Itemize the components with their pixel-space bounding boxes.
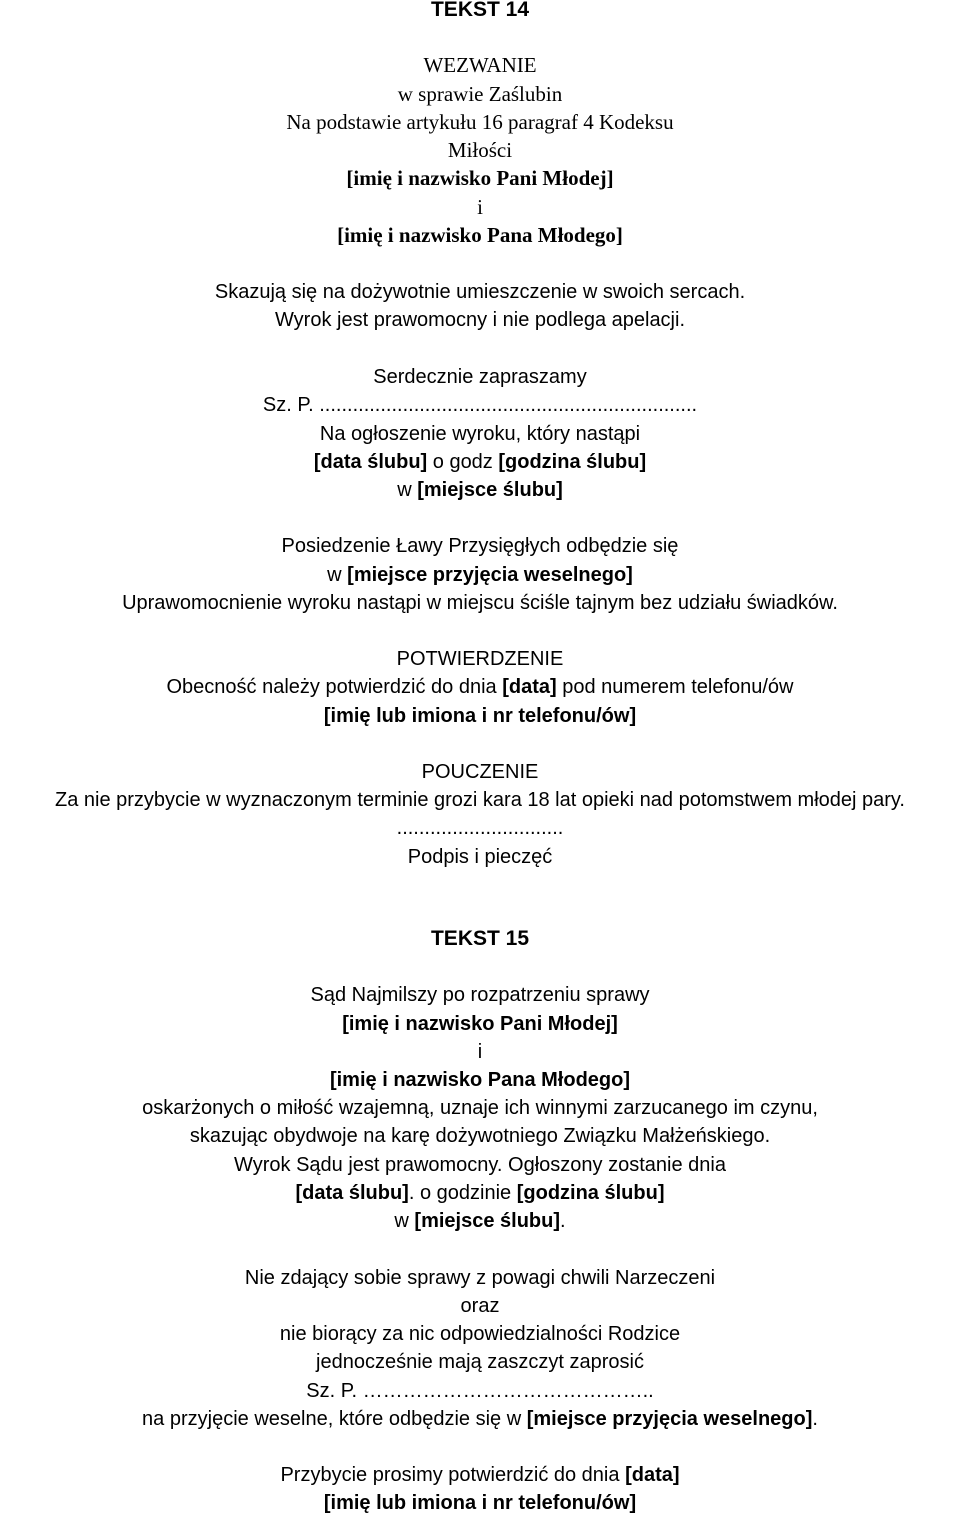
place-prefix: w — [397, 479, 418, 501]
court-intro-line: Sąd Najmilszy po rozpatrzeniu sprawy — [310, 984, 650, 1006]
groom-name-placeholder-2: [imię i nazwisko Pana Młodego] — [329, 1069, 631, 1091]
wedding-time-placeholder-2: [godzina ślubu] — [516, 1182, 665, 1204]
confirmation-date-placeholder: [data] — [502, 676, 557, 698]
confirmation-line — [0, 673, 960, 701]
reception-place-line — [0, 561, 960, 589]
legal-basis-line: Na podstawie artykułu 16 paragraf 4 Kodeksu — [286, 110, 674, 134]
announcement-line-2: Wyrok Sądu jest prawomocny. Ogłoszony zostanie dnia — [234, 1154, 726, 1176]
rsvp-date-placeholder: [data] — [625, 1464, 680, 1486]
groom-name-placeholder: [imię i nazwisko Pana Młodego] — [337, 223, 623, 247]
bride-name-placeholder: [imię i nazwisko Pani Młodej] — [346, 166, 614, 190]
contact-placeholder: [imię lub imiona i nr telefonu/ów] — [323, 705, 637, 727]
sentence-line: skazując obydwoje na karę dożywotniego Związku Małżeńskiego. — [189, 1125, 771, 1147]
place-prefix-2: w — [394, 1210, 415, 1232]
reception-place-placeholder: [miejsce przyjęcia weselnego] — [347, 564, 633, 586]
place-line-2 — [0, 1207, 960, 1235]
invitation-line-2: jednocześnie mają zaszczyt zaprosić — [316, 1351, 644, 1373]
wedding-time-placeholder: [godzina ślubu] — [498, 451, 647, 473]
couple-line: Nie zdający sobie sprawy z powagi chwili Narzeczeni — [244, 1267, 716, 1289]
wedding-place-placeholder: [miejsce ślubu] — [417, 479, 563, 501]
jury-session-line: Posiedzenie Ławy Przysięgłych odbędzie się — [281, 535, 679, 557]
reception-text: na przyjęcie weselne, które odbędzie się w — [142, 1408, 527, 1430]
instruction-line: Za nie przybycie w wyznaczonym terminie grozi kara 18 lat opieki nad potomstwem młodej pary. — [55, 789, 905, 811]
section-title-14: TEKST 14 — [430, 0, 530, 21]
wedding-date-placeholder-2: [data ślubu] — [295, 1182, 409, 1204]
section-title-15: TEKST 15 — [430, 927, 530, 950]
confirmation-text: Obecność należy potwierdzić do dnia — [166, 676, 503, 698]
time-connector: o godz — [427, 451, 499, 473]
place-line — [0, 476, 960, 504]
signature-label: Podpis i pieczęć — [407, 846, 553, 868]
reception-prefix: w — [327, 564, 348, 586]
addressee-line-2: Sz. P. …………………………………….. — [306, 1380, 654, 1402]
summons-subject: w sprawie Zaślubin — [397, 82, 563, 106]
legal-basis-line-2: Miłości — [447, 138, 513, 162]
date-time-line-2 — [0, 1179, 960, 1207]
reception-place-placeholder-2: [miejsce przyjęcia weselnego] — [526, 1408, 813, 1430]
parents-line: nie biorący za nic odpowiedzialności Rodzice — [279, 1323, 681, 1345]
bride-name-placeholder-2: [imię i nazwisko Pani Młodej] — [342, 1013, 618, 1035]
place-period: . — [560, 1210, 566, 1232]
rsvp-text: Przybycie prosimy potwierdzić do dnia — [280, 1464, 626, 1486]
reception-period: . — [812, 1408, 818, 1430]
verdict-line: Skazują się na dożywotnie umieszczenie w swoich sercach. — [214, 281, 746, 303]
date-time-line — [0, 448, 960, 476]
confirmation-heading: POTWIERDZENIE — [396, 648, 564, 670]
verdict-final-line: Wyrok jest prawomocny i nie podlega apelacji. — [274, 309, 686, 331]
instruction-heading: POUCZENIE — [421, 761, 539, 783]
wedding-place-placeholder-2: [miejsce ślubu] — [414, 1210, 561, 1232]
confirmation-phone-text: pod numerem telefonu/ów — [556, 676, 794, 698]
addressee-line: Sz. P. .................................................................... — [262, 394, 698, 416]
wedding-date-placeholder: [data ślubu] — [313, 451, 428, 473]
reception-line — [0, 1405, 960, 1433]
accusation-line: oskarżonych o miłość wzajemną, uznaje ich winnymi zarzucanego im czynu, — [142, 1097, 818, 1119]
conjunction: i — [477, 195, 483, 219]
conjunction-oraz: oraz — [460, 1295, 500, 1317]
validation-line: Uprawomocnienie wyroku nastąpi w miejscu ściśle tajnym bez udziału świadków. — [122, 592, 838, 614]
announcement-line: Na ogłoszenie wyroku, który nastąpi — [319, 423, 641, 445]
contact-placeholder-2: [imię lub imiona i nr telefonu/ów] — [323, 1492, 637, 1514]
time-connector-2: . o godzinie — [408, 1182, 517, 1204]
rsvp-line — [0, 1461, 960, 1489]
summons-heading: WEZWANIE — [423, 53, 537, 77]
invitation-line: Serdecznie zapraszamy — [373, 366, 587, 388]
signature-dots: .............................. — [396, 817, 564, 839]
conjunction-2: i — [477, 1041, 483, 1063]
